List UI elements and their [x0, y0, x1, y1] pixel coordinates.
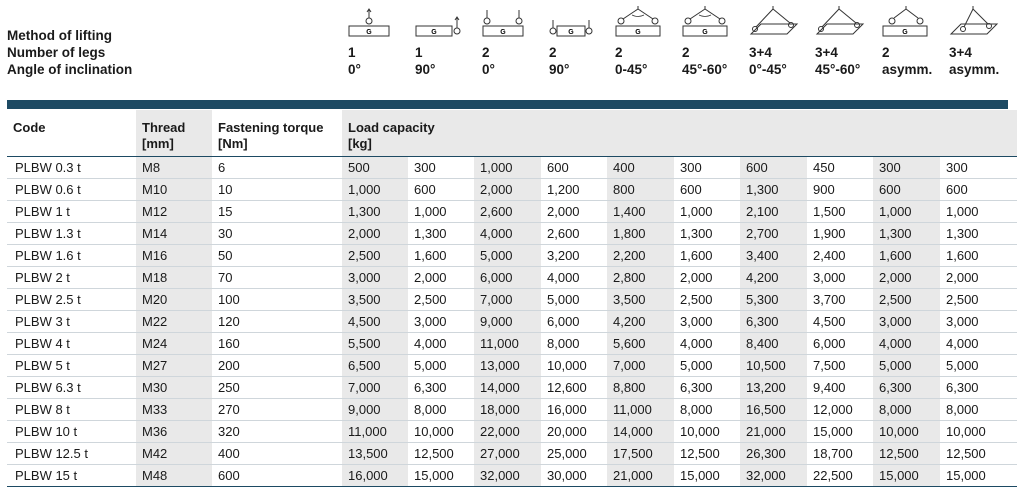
load-cell: 5,000: [408, 355, 474, 377]
load-cell: 2,800: [607, 267, 674, 289]
table-row: [7, 443, 1017, 465]
load-cell: 800: [607, 179, 674, 201]
thread-cell: M48: [136, 465, 212, 487]
load-cell: 7,000: [607, 355, 674, 377]
table-row: [7, 157, 1017, 179]
load-cell: 6,300: [740, 311, 807, 333]
load-cell: 12,600: [541, 377, 607, 399]
load-cell: 1,300: [408, 223, 474, 245]
load-cell: 1,000: [342, 179, 408, 201]
load-cell: 3,500: [607, 289, 674, 311]
load-cell: 1,000: [474, 157, 541, 179]
torque-cell: 10: [212, 179, 342, 201]
legs-value: 2: [482, 45, 490, 60]
load-cell: 15,000: [408, 465, 474, 487]
load-cell: 2,600: [474, 201, 541, 223]
code-cell: PLBW 8 t: [7, 399, 136, 421]
legs-value: 3+4: [749, 45, 772, 60]
torque-cell: 600: [212, 465, 342, 487]
load-cell: 1,600: [408, 245, 474, 267]
load-cell: 1,600: [940, 245, 1017, 267]
load-cell: 8,000: [873, 399, 940, 421]
load-cell: 6,000: [474, 267, 541, 289]
load-capacity-table: [7, 110, 1017, 487]
load-cell: 4,000: [940, 333, 1017, 355]
load-cell: 14,000: [474, 377, 541, 399]
angle-value: 45°-60°: [682, 62, 728, 77]
lifting-method-3: [482, 6, 546, 78]
load-cell: 1,600: [873, 245, 940, 267]
load-cell: 4,000: [408, 333, 474, 355]
svg-text:G: G: [431, 29, 437, 36]
lifting-method-7: [749, 6, 813, 78]
legs-value: 3+4: [949, 45, 972, 60]
lifting-method-5: [615, 6, 679, 78]
load-cell: 4,000: [873, 333, 940, 355]
legs-value: 2: [882, 45, 890, 60]
code-header: Code: [7, 110, 136, 157]
load-cell: 11,000: [342, 421, 408, 443]
table-row: [7, 311, 1017, 333]
torque-cell: 6: [212, 157, 342, 179]
load-cell: 9,400: [807, 377, 873, 399]
lifting-method-1: [348, 6, 412, 78]
load-cell: 2,500: [342, 245, 408, 267]
load-cell: 2,600: [541, 223, 607, 245]
load-cell: 5,500: [342, 333, 408, 355]
load-cell: 13,000: [474, 355, 541, 377]
load-cell: 16,000: [342, 465, 408, 487]
load-cell: 8,000: [541, 333, 607, 355]
torque-cell: 250: [212, 377, 342, 399]
lifting-method-4: [549, 6, 613, 78]
load-cell: 1,800: [607, 223, 674, 245]
svg-text:G: G: [568, 29, 574, 36]
lifting-method-9: [882, 6, 946, 78]
angle-value: asymm.: [882, 62, 933, 77]
legs-label: Number of legs: [7, 45, 106, 60]
load-cell: 4,000: [474, 223, 541, 245]
code-cell: PLBW 2.5 t: [7, 289, 136, 311]
load-cell: 4,200: [607, 311, 674, 333]
load-cell: 600: [408, 179, 474, 201]
load-cell: 600: [674, 179, 740, 201]
load-cell: 15,000: [807, 421, 873, 443]
load-cell: 1,000: [674, 201, 740, 223]
load-cell: 4,500: [807, 311, 873, 333]
angle-value: 0°: [348, 62, 361, 77]
code-cell: PLBW 1 t: [7, 201, 136, 223]
load-cell: 8,400: [740, 333, 807, 355]
lifting-method-6: [682, 6, 746, 78]
load-cell: 2,500: [940, 289, 1017, 311]
table-row: [7, 267, 1017, 289]
load-capacity-header: Load capacity [kg]: [342, 110, 1017, 157]
load-cell: 2,200: [607, 245, 674, 267]
code-cell: PLBW 1.6 t: [7, 245, 136, 267]
code-cell: PLBW 0.6 t: [7, 179, 136, 201]
load-cell: 10,500: [740, 355, 807, 377]
load-cell: 30,000: [541, 465, 607, 487]
load-cell: 32,000: [474, 465, 541, 487]
legs-value: 3+4: [815, 45, 838, 60]
thread-header: Thread [mm]: [136, 110, 212, 157]
table-header-row: [7, 110, 1017, 157]
two-leg-angled-lift-icon: [615, 6, 679, 42]
load-cell: 7,000: [474, 289, 541, 311]
load-cell: 13,500: [342, 443, 408, 465]
load-cell: 10,000: [408, 421, 474, 443]
thread-cell: M24: [136, 333, 212, 355]
load-cell: 1,500: [807, 201, 873, 223]
thread-cell: M33: [136, 399, 212, 421]
torque-cell: 120: [212, 311, 342, 333]
load-cell: 8,000: [940, 399, 1017, 421]
load-cell: 600: [873, 179, 940, 201]
torque-cell: 270: [212, 399, 342, 421]
load-cell: 5,000: [541, 289, 607, 311]
load-cell: 2,000: [408, 267, 474, 289]
load-cell: 1,900: [807, 223, 873, 245]
load-cell: 600: [740, 157, 807, 179]
load-cell: 1,300: [674, 223, 740, 245]
angle-value: 0-45°: [615, 62, 648, 77]
load-cell: 2,700: [740, 223, 807, 245]
angle-value: 90°: [415, 62, 436, 77]
multi-leg-angled-lift-icon: [815, 6, 879, 42]
table-row: [7, 355, 1017, 377]
thread-cell: M16: [136, 245, 212, 267]
load-cell: 1,300: [940, 223, 1017, 245]
load-cell: 16,500: [740, 399, 807, 421]
load-cell: 2,000: [940, 267, 1017, 289]
load-cell: 10,000: [541, 355, 607, 377]
table-row: [7, 245, 1017, 267]
load-cell: 6,500: [342, 355, 408, 377]
load-cell: 15,000: [940, 465, 1017, 487]
torque-header: Fastening torque [Nm]: [212, 110, 342, 157]
thread-cell: M18: [136, 267, 212, 289]
load-cell: 300: [408, 157, 474, 179]
load-cell: 5,000: [674, 355, 740, 377]
thread-cell: M27: [136, 355, 212, 377]
lifting-method-8: [815, 6, 879, 78]
two-leg-vertical-lift-icon: [482, 6, 546, 42]
thread-cell: M20: [136, 289, 212, 311]
load-cell: 5,300: [740, 289, 807, 311]
angle-value: 90°: [549, 62, 570, 77]
code-cell: PLBW 6.3 t: [7, 377, 136, 399]
load-cell: 16,000: [541, 399, 607, 421]
load-cell: 2,100: [740, 201, 807, 223]
load-cell: 5,000: [474, 245, 541, 267]
code-cell: PLBW 12.5 t: [7, 443, 136, 465]
code-cell: PLBW 5 t: [7, 355, 136, 377]
angle-value: asymm.: [949, 62, 1000, 77]
load-cell: 900: [807, 179, 873, 201]
table-row: [7, 377, 1017, 399]
load-cell: 3,400: [740, 245, 807, 267]
load-cell: 11,000: [474, 333, 541, 355]
load-cell: 12,000: [807, 399, 873, 421]
two-leg-side-lift-icon: [549, 6, 613, 42]
load-cell: 1,300: [342, 201, 408, 223]
load-cell: 15,000: [873, 465, 940, 487]
code-cell: PLBW 10 t: [7, 421, 136, 443]
load-cell: 2,500: [408, 289, 474, 311]
load-cell: 4,000: [541, 267, 607, 289]
load-cell: 3,000: [408, 311, 474, 333]
code-cell: PLBW 0.3 t: [7, 157, 136, 179]
svg-text:G: G: [702, 29, 708, 36]
load-cell: 27,000: [474, 443, 541, 465]
svg-text:G: G: [366, 29, 372, 36]
angle-label: Angle of inclination: [7, 62, 133, 77]
code-cell: PLBW 3 t: [7, 311, 136, 333]
thread-cell: M8: [136, 157, 212, 179]
load-cell: 11,000: [607, 399, 674, 421]
torque-cell: 50: [212, 245, 342, 267]
lifting-header-labels: [7, 27, 132, 78]
load-cell: 18,000: [474, 399, 541, 421]
load-cell: 6,300: [873, 377, 940, 399]
load-cell: 3,000: [873, 311, 940, 333]
thread-cell: M30: [136, 377, 212, 399]
multi-leg-asymmetric-lift-icon: [949, 6, 1013, 42]
code-cell: PLBW 2 t: [7, 267, 136, 289]
load-cell: 25,000: [541, 443, 607, 465]
angle-value: 0°: [482, 62, 495, 77]
load-cell: 7,000: [342, 377, 408, 399]
load-cell: 10,000: [873, 421, 940, 443]
table-row: [7, 201, 1017, 223]
load-cell: 26,300: [740, 443, 807, 465]
load-cell: 20,000: [541, 421, 607, 443]
load-cell: 600: [541, 157, 607, 179]
load-cell: 2,500: [674, 289, 740, 311]
load-cell: 3,700: [807, 289, 873, 311]
load-cell: 5,000: [940, 355, 1017, 377]
load-cell: 1,000: [408, 201, 474, 223]
load-cell: 6,000: [807, 333, 873, 355]
svg-text:G: G: [635, 29, 641, 36]
load-cell: 300: [873, 157, 940, 179]
load-cell: 9,000: [474, 311, 541, 333]
load-cell: 2,000: [541, 201, 607, 223]
load-cell: 2,000: [474, 179, 541, 201]
load-cell: 6,300: [408, 377, 474, 399]
load-cell: 13,200: [740, 377, 807, 399]
thread-cell: M10: [136, 179, 212, 201]
torque-cell: 70: [212, 267, 342, 289]
load-cell: 5,000: [873, 355, 940, 377]
torque-cell: 160: [212, 333, 342, 355]
load-cell: 4,000: [674, 333, 740, 355]
code-cell: PLBW 1.3 t: [7, 223, 136, 245]
load-cell: 2,000: [873, 267, 940, 289]
load-cell: 5,600: [607, 333, 674, 355]
two-leg-angled-lift-icon: [682, 6, 746, 42]
single-leg-vertical-lift-icon: [348, 6, 412, 42]
load-cell: 1,300: [740, 179, 807, 201]
thread-cell: M42: [136, 443, 212, 465]
load-cell: 14,000: [607, 421, 674, 443]
load-cell: 3,000: [674, 311, 740, 333]
load-cell: 400: [607, 157, 674, 179]
load-cell: 12,500: [873, 443, 940, 465]
load-cell: 22,500: [807, 465, 873, 487]
load-cell: 6,300: [940, 377, 1017, 399]
load-cell: 9,000: [342, 399, 408, 421]
load-cell: 3,000: [940, 311, 1017, 333]
load-cell: 1,000: [940, 201, 1017, 223]
two-leg-asymmetric-lift-icon: [882, 6, 946, 42]
load-cell: 6,000: [541, 311, 607, 333]
table-row: [7, 223, 1017, 245]
torque-cell: 320: [212, 421, 342, 443]
load-cell: 3,000: [807, 267, 873, 289]
thread-cell: M14: [136, 223, 212, 245]
load-cell: 4,500: [342, 311, 408, 333]
header-divider-bar: [7, 100, 1008, 109]
load-cell: 500: [342, 157, 408, 179]
load-cell: 32,000: [740, 465, 807, 487]
load-cell: 3,000: [342, 267, 408, 289]
thread-cell: M22: [136, 311, 212, 333]
load-cell: 21,000: [740, 421, 807, 443]
load-cell: 3,500: [342, 289, 408, 311]
load-cell: 2,500: [873, 289, 940, 311]
angle-value: 45°-60°: [815, 62, 861, 77]
single-leg-side-lift-icon: [415, 6, 479, 42]
load-cell: 15,000: [674, 465, 740, 487]
load-cell: 600: [940, 179, 1017, 201]
load-cell: 3,200: [541, 245, 607, 267]
angle-value: 0°-45°: [749, 62, 787, 77]
torque-cell: 200: [212, 355, 342, 377]
lifting-method-10: [949, 6, 1013, 78]
load-cell: 1,400: [607, 201, 674, 223]
load-cell: 1,200: [541, 179, 607, 201]
legs-value: 1: [415, 45, 423, 60]
load-cell: 4,200: [740, 267, 807, 289]
load-cell: 8,000: [674, 399, 740, 421]
table-body: [7, 157, 1017, 487]
load-cell: 22,000: [474, 421, 541, 443]
code-cell: PLBW 15 t: [7, 465, 136, 487]
load-cell: 12,500: [408, 443, 474, 465]
table-row: [7, 289, 1017, 311]
load-cell: 1,300: [873, 223, 940, 245]
table-row: [7, 465, 1017, 487]
table-row: [7, 421, 1017, 443]
svg-text:G: G: [902, 29, 908, 36]
torque-cell: 400: [212, 443, 342, 465]
table-row: [7, 399, 1017, 421]
table-row: [7, 179, 1017, 201]
load-cell: 2,000: [674, 267, 740, 289]
lifting-method-2: [415, 6, 479, 78]
load-cell: 450: [807, 157, 873, 179]
load-cell: 8,800: [607, 377, 674, 399]
code-cell: PLBW 4 t: [7, 333, 136, 355]
load-cell: 10,000: [940, 421, 1017, 443]
load-cell: 6,300: [674, 377, 740, 399]
load-cell: 1,000: [873, 201, 940, 223]
load-cell: 2,400: [807, 245, 873, 267]
load-cell: 12,500: [940, 443, 1017, 465]
load-cell: 300: [940, 157, 1017, 179]
load-cell: 21,000: [607, 465, 674, 487]
svg-text:G: G: [500, 29, 506, 36]
multi-leg-angled-lift-icon: [749, 6, 813, 42]
load-cell: 17,500: [607, 443, 674, 465]
load-cell: 18,700: [807, 443, 873, 465]
load-cell: 8,000: [408, 399, 474, 421]
torque-cell: 30: [212, 223, 342, 245]
method-label: Method of lifting: [7, 28, 112, 43]
load-cell: 12,500: [674, 443, 740, 465]
table-row: [7, 333, 1017, 355]
load-cell: 10,000: [674, 421, 740, 443]
legs-value: 2: [682, 45, 690, 60]
load-cell: 1,600: [674, 245, 740, 267]
load-cell: 2,000: [342, 223, 408, 245]
thread-cell: M36: [136, 421, 212, 443]
legs-value: 2: [549, 45, 557, 60]
torque-cell: 100: [212, 289, 342, 311]
load-cell: 300: [674, 157, 740, 179]
legs-value: 2: [615, 45, 623, 60]
torque-cell: 15: [212, 201, 342, 223]
load-cell: 7,500: [807, 355, 873, 377]
thread-cell: M12: [136, 201, 212, 223]
legs-value: 1: [348, 45, 356, 60]
